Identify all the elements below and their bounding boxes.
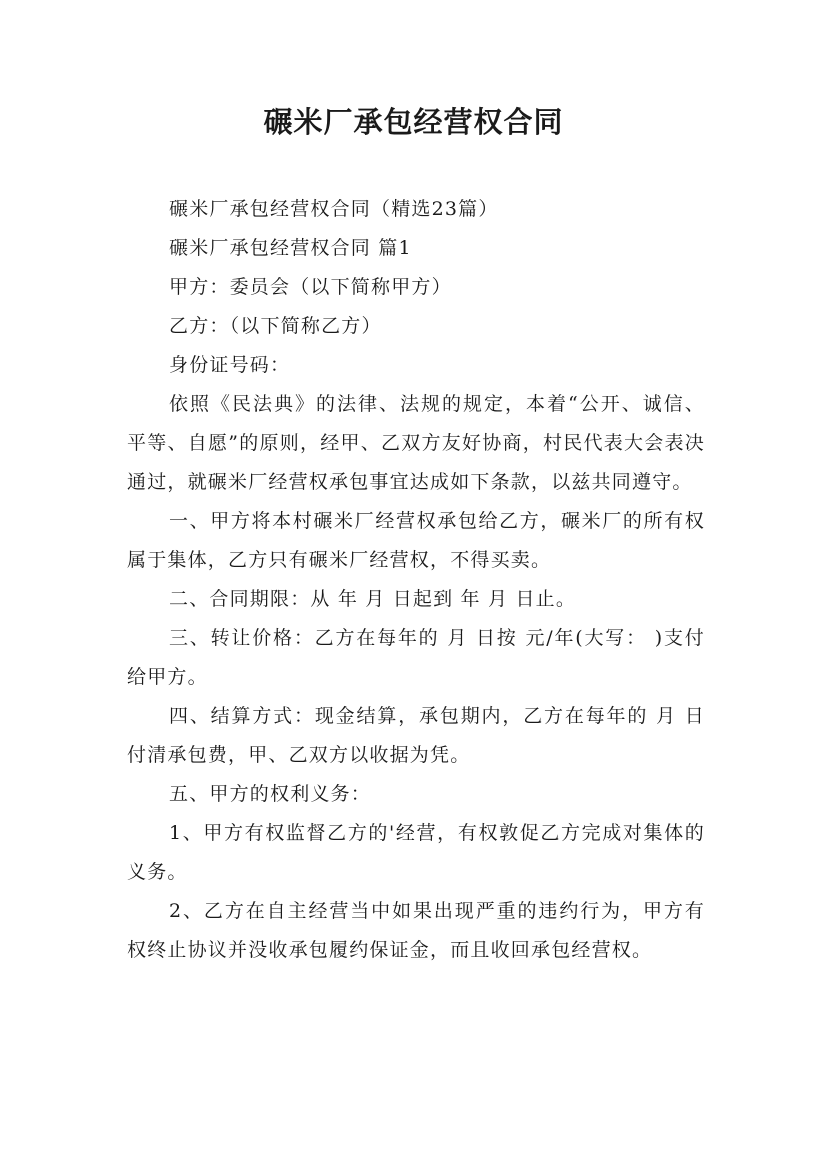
paragraph-preamble: 依照《民法典》的法律、法规的规定，本着“公开、诚信、平等、自愿”的原则，经甲、乙双方友好协商，村民代表大会表决通过，就碾米厂经营权承包事宜达成如下条款，以兹共同遵守。 (127, 393, 705, 493)
paragraph-clause-5-item-2: 2、乙方在自主经营当中如果出现严重的违约行为，甲方有权终止协议并没收承包履约保证金，而且收回承包经营权。 (127, 900, 705, 961)
paragraph-subtitle: 碾米厂承包经营权合同（精选23篇） (169, 198, 499, 220)
paragraph-clause-4: 四、结算方式：现金结算，承包期内，乙方在每年的 月 日付清承包费，甲、乙双方以收据为凭。 (127, 705, 705, 766)
document-title: 碾米厂承包经营权合同 (263, 105, 564, 139)
paragraph-party-b: 乙方：（以下简称乙方） (169, 315, 382, 337)
paragraph-clause-5: 五、甲方的权利义务： (169, 783, 372, 805)
paragraph-clause-2: 二、合同期限：从 年 月 日起到 年 月 日止。 (169, 588, 577, 610)
paragraph-id-number: 身份证号码： (169, 354, 291, 376)
document-body (127, 190, 705, 970)
paragraph-clause-1: 一、甲方将本村碾米厂经营权承包给乙方，碾米厂的所有权属于集体，乙方只有碾米厂经营权，不得买卖。 (127, 510, 705, 571)
paragraph-section-heading: 碾米厂承包经营权合同 篇1 (169, 237, 412, 259)
paragraph-party-a: 甲方：委员会（以下简称甲方） (169, 276, 452, 298)
paragraph-clause-3: 三、转让价格：乙方在每年的 月 日按 元/年(大写： )支付给甲方。 (127, 627, 705, 688)
paragraph-clause-5-item-1: 1、甲方有权监督乙方的'经营，有权敦促乙方完成对集体的义务。 (127, 822, 705, 883)
